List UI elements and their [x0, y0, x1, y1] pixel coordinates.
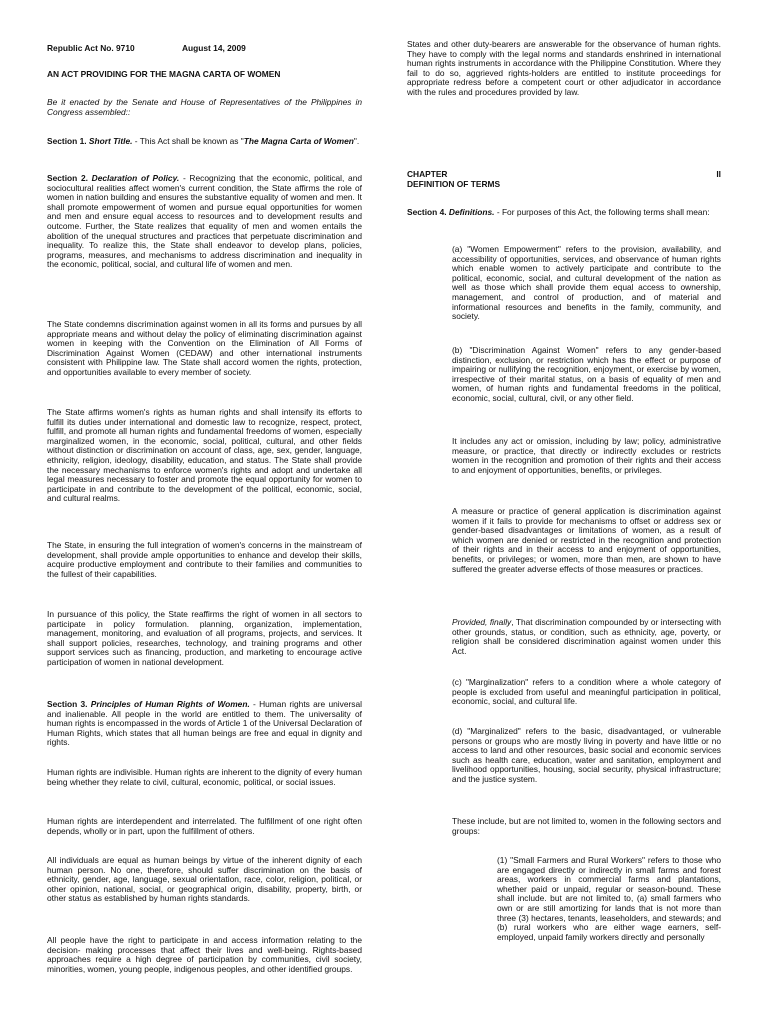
section-1 — [47, 137, 362, 147]
section-4-heading: Definitions. — [448, 207, 495, 217]
section-1-text-end: ". — [353, 136, 360, 146]
section-2-label: Section 2. — [47, 173, 88, 183]
definition-b-paragraph-2: It includes any act or omission, including by law; policy, administrative measure, or practice, that directly or indirectly excludes or restricts women in the recognition and promotion of their rights and their access to and enjoyment of opportunities, benefits, or privileges. — [452, 436, 721, 475]
section-3-paragraph-3: Human rights are interdependent and interrelated. The fulfillment of one right often depends, wholly or in part, upon the fulfillment of others. — [47, 816, 362, 836]
definition-a: (a) "Women Empowerment" refers to the provision, availability, and accessibility of opportunities, services, and observance of human rights which enable women to actively participate and contribute to the political, economic, social, and cultural development of the nation as well as those which shall provide them equal access to ownership, management, and control of production, and of material and informational resources and benefits in the family, community, and society. — [452, 244, 721, 322]
chapter-title: DEFINITION OF TERMS — [407, 178, 501, 189]
act-date: August 14, 2009 — [182, 43, 246, 53]
definition-d: (d) "Marginalized" refers to the basic, disadvantaged, or vulnerable persons or groups who are mostly living in poverty and have little or no access to land and other resources, basic social and economic services such as health care, education, water and sanitation, employment and livelihood opportunities, housing, social security, physical infrastructure; and the justice system. — [452, 726, 721, 784]
act-title: AN ACT PROVIDING FOR THE MAGNA CARTA OF WOMEN — [47, 69, 281, 79]
section-2-paragraph-5: In pursuance of this policy, the State reaffirms the right of women in all sectors to participate in policy formulation. planning, organization, implementation, management, monitoring, and evaluation of all programs, projects, and services. It shall support policies, researches, technology, and training programs and other support services such as financing, production, and marketing to encourage active participation of women in national development. — [47, 609, 362, 667]
section-1-text: - This Act shall be known as " — [132, 136, 244, 146]
definition-b-paragraph-4 — [452, 618, 721, 656]
section-1-short-title: The Magna Carta of Women — [243, 136, 354, 146]
chapter-label: CHAPTER — [407, 169, 448, 179]
definition-d-item-1: (1) "Small Farmers and Rural Workers" refers to those who are engaged directly or indirectly in small farms and forest areas, workers in commercial farms and plantations, whether paid or unpaid, regular or season-bound. These shall include. but are not limited to, (a) small farmers who own or are still amortizing for lands that is not more than three (3) hectares, tenants, leaseholders, and stewards; and (b) rural workers who are either wage earners, self-employed, unpaid family workers directly and personally — [497, 855, 721, 942]
section-2-paragraph-2: The State condemns discrimination against women in all its forms and pursues by all appropriate means and without delay the policy of eliminating discrimination against women in keeping with the Convention on the Elimination of All Forms of Discrimination Against Women (CEDAW) and other international instruments consistent with Philippine law. The State shall accord women the rights, protection, and opportunities available to every member of society. — [47, 319, 362, 377]
section-4-label: Section 4. — [407, 207, 447, 217]
section-4 — [407, 208, 721, 218]
enacting-clause: Be it enacted by the Senate and House of Representatives of the Philippines in Congress assembled:: — [47, 97, 362, 117]
section-3-paragraph-5: All people have the right to participate in and access information relating to the decision- making processes that affect their lives and well-being. Rights-based approaches require a high degree of participation by communities, civil society, minorities, women, young people, indigenous peoples, and other identified groups. — [47, 935, 362, 974]
definition-c: (c) "Marginalization" refers to a condition where a whole category of people is excluded from useful and meaningful participation in political, economic, social, and cultural life. — [452, 677, 721, 707]
section-2-paragraph-3: The State affirms women's rights as human rights and shall intensify its efforts to fulfill its duties under international and domestic law to recognize, respect, protect, fulfill, and promote all human rights and fundamental freedoms of women, especially marginalized women, in the economic, social, political, cultural, and other fields without distinction or discrimination on account of class, age, sex, gender, language, ethnicity, religion, ideology, disability, education, and status. The State shall provide the necessary mechanisms to enforce women's rights and adopt and undertake all legal measures necessary to foster and promote the equal opportunity for women to participate in and contribute to the development of the political, economic, social, and cultural realms. — [47, 407, 362, 504]
act-number: Republic Act No. 9710 — [47, 43, 135, 53]
section-2-text: - Recognizing that the economic, political, and sociocultural realities affect women's current condition, the State affirms the role of women in nation building and ensures the substantive equality of women and men. It shall promote empowerment of women and pursue equal opportunities for women and men and ensure equal access to resources and to development results and outcome. Further, the State realizes that equality of men and women entails the abolition of the unequal structures and practices that perpetuate discrimination and inequality. To realize this, the State shall endeavor to develop plans, policies, programs, measures, and mechanisms to address discrimination and inequality in the economic, political, social, and cultural life of women and men. — [47, 173, 363, 270]
section-2-heading: Declaration of Policy. — [91, 173, 180, 183]
section-3-paragraph-2: Human rights are indivisible. Human rights are inherent to the dignity of every human being whether they relate to civil, cultural, economic, political, or social issues. — [47, 767, 362, 787]
section-4-text: - For purposes of this Act, the following terms shall mean: — [494, 207, 710, 217]
definition-b-paragraph-3: A measure or practice of general application is discrimination against women if it fails to provide for mechanisms to offset or address sex or gender-based disadvantages or limitations of women, as a result of which women are denied or restricted in the recognition and protection of their rights and in their access to and enjoyment of opportunities, benefits, or privileges; or women, more than men, are shown to have suffered the greater adverse effects of those measures or practices. — [452, 506, 721, 574]
section-3-heading: Principles of Human Rights of Women. — [90, 699, 250, 709]
section-2-paragraph-4: The State, in ensuring the full integration of women's concerns in the mainstream of development, shall provide ample opportunities to enhance and develop their skills, acquire productive employment and contribute to their families and communities to the fullest of their capabilities. — [47, 540, 362, 579]
definition-d-paragraph-2: These include, but are not limited to, women in the following sectors and groups: — [452, 816, 721, 836]
chapter-number: II — [716, 169, 721, 179]
section-2 — [47, 174, 362, 270]
definition-b: (b) "Discrimination Against Women" refers to any gender-based distinction, exclusion, or restriction which has the effect or purpose of impairing or nullifying the recognition, enjoyment, or exercise by women, irrespective of their marital status, on a basis of equality of men and women, of human rights and fundamental freedoms in the political, economic, social, cultural, civil, or any other field. — [452, 345, 721, 403]
proviso-text: , That discrimination compounded by or intersecting with other grounds, status, or condition, such as ethnicity, age, poverty, or religion shall be considered discrimination against women under this Act. — [452, 617, 721, 656]
section-3-paragraph-6: States and other duty-bearers are answerable for the observance of human rights. They have to comply with the legal norms and standards enshrined in international human rights instruments in accordance with the Philippine Constitution. Where they fail to do so, aggrieved rights-holders are entitled to institute proceedings for appropriate redress before a competent court or other adjudicator in accordance with the rules and procedures provided by law. — [407, 39, 721, 97]
document-header — [47, 44, 362, 54]
section-3 — [47, 700, 362, 748]
section-3-label: Section 3. — [47, 699, 88, 709]
section-1-label: Section 1. — [47, 136, 87, 146]
section-1-heading: Short Title. — [88, 136, 133, 146]
proviso-lead: Provided, finally — [452, 617, 512, 627]
section-3-text: - Human rights are universal and inalienable. All people in the world are entitled to them. The universality of human rights is encompassed in the words of Article 1 of the Universal Declaration of Human Rights, which states that all human beings are free and equal in dignity and rights. — [47, 699, 362, 748]
section-3-paragraph-4: All individuals are equal as human beings by virtue of the inherent dignity of each human person. No one, therefore, should suffer discrimination on the basis of ethnicity, gender, age, language, sexual orientation, race, color, religion, political, or other opinion, national, social, or geographical origin, disability, property, birth, or other status as established by human rights standards. — [47, 855, 362, 904]
chapter-heading — [407, 170, 721, 189]
